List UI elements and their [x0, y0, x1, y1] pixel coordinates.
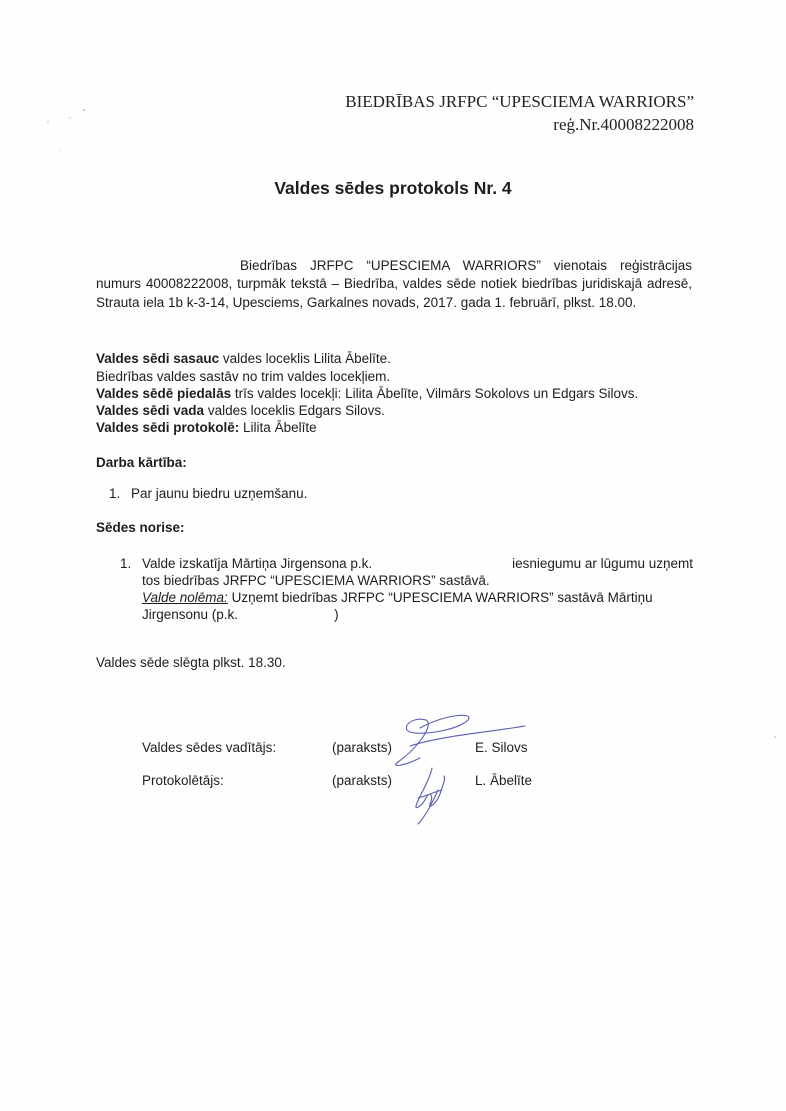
decision-label: Valde nolēma: [142, 590, 228, 605]
convened-label: Valdes sēdi sasauc [96, 351, 220, 366]
minutes-taker-value: Lilita Ābelīte [239, 420, 317, 435]
decision-text: Uzņemt biedrības JRFPC “UPESCIEMA WARRIORS” sastāvā Mārtiņu [227, 590, 653, 605]
signature-name-chair: E. Silovs [475, 740, 528, 755]
attendance-line [96, 386, 638, 401]
document-title: Valdes sēdes protokols Nr. 4 [274, 178, 512, 198]
proceedings-line-1-end: iesniegumu ar lūgumu uzņemt [512, 556, 693, 571]
agenda-item-text: Par jaunu biedru uzņemšanu. [131, 486, 308, 501]
proceedings-line-1 [142, 556, 693, 571]
composition-line: Biedrības valdes sastāv no trim valdes locekļiem. [96, 369, 391, 384]
intro-text: Biedrības JRFPC “UPESCIEMA WARRIORS” vienotais reģistrācijas numurs 40008222008, turpmāk tekstā – Biedrība, valdes sēde notiek biedrības juridiskajā adresē, Strauta iela 1b k-3-14, Upesciems, Garkalnes novads, 2017. gada 1. februārī, plkst. 18.00. [96, 258, 692, 310]
convened-value: valdes loceklis Lilita Ābelīte. [219, 351, 391, 366]
decision-line [142, 590, 653, 605]
signature-placeholder-secretary: (paraksts) [332, 773, 393, 788]
minutes-taker-label: Valdes sēdi protokolē: [96, 420, 240, 435]
proceedings-line-4 [142, 607, 339, 622]
signature-role-secretary: Protokolētājs: [142, 773, 224, 788]
signature-abelite [416, 768, 445, 824]
attendance-label: Valdes sēdē piedalās [96, 386, 232, 401]
proceedings-line-4-start: Jirgensonu (p.k. [142, 607, 239, 622]
signature-placeholder-chair: (paraksts) [332, 740, 393, 755]
chair-label: Valdes sēdi vada [96, 403, 205, 418]
signature-name-secretary: L. Ābelīte [475, 773, 533, 788]
handwritten-signatures [360, 706, 533, 826]
agenda-heading: Darba kārtība: [96, 455, 187, 470]
minutes-taker-line [96, 420, 317, 435]
organization-name: BIEDRĪBAS JRFPC “UPESCIEMA WARRIORS” [345, 92, 694, 111]
agenda-item-number: 1. [109, 486, 121, 501]
proceedings-line-2: tos biedrības JRFPC “UPESCIEMA WARRIORS” sastāvā. [142, 573, 490, 588]
signature-silovs [396, 715, 525, 765]
proceedings-line-4-end: ) [334, 607, 339, 622]
intro-paragraph [96, 257, 692, 312]
proceedings-line-1-start: Valde izskatīja Mārtiņa Jirgensona p.k. [142, 556, 373, 571]
closing-line: Valdes sēde slēgta plkst. 18.30. [96, 655, 286, 670]
chair-line [96, 403, 385, 418]
attendance-value: trīs valdes locekļi: Lilita Ābelīte, Vilmārs Sokolovs un Edgars Silovs. [231, 386, 639, 401]
signature-role-chair: Valdes sēdes vadītājs: [142, 740, 277, 755]
chair-value: valdes loceklis Edgars Silovs. [204, 403, 385, 418]
registration-number: reģ.Nr.40008222008 [553, 115, 694, 134]
proceedings-item-number: 1. [120, 556, 132, 571]
convened-line [96, 351, 391, 366]
proceedings-heading: Sēdes norise: [96, 520, 185, 535]
